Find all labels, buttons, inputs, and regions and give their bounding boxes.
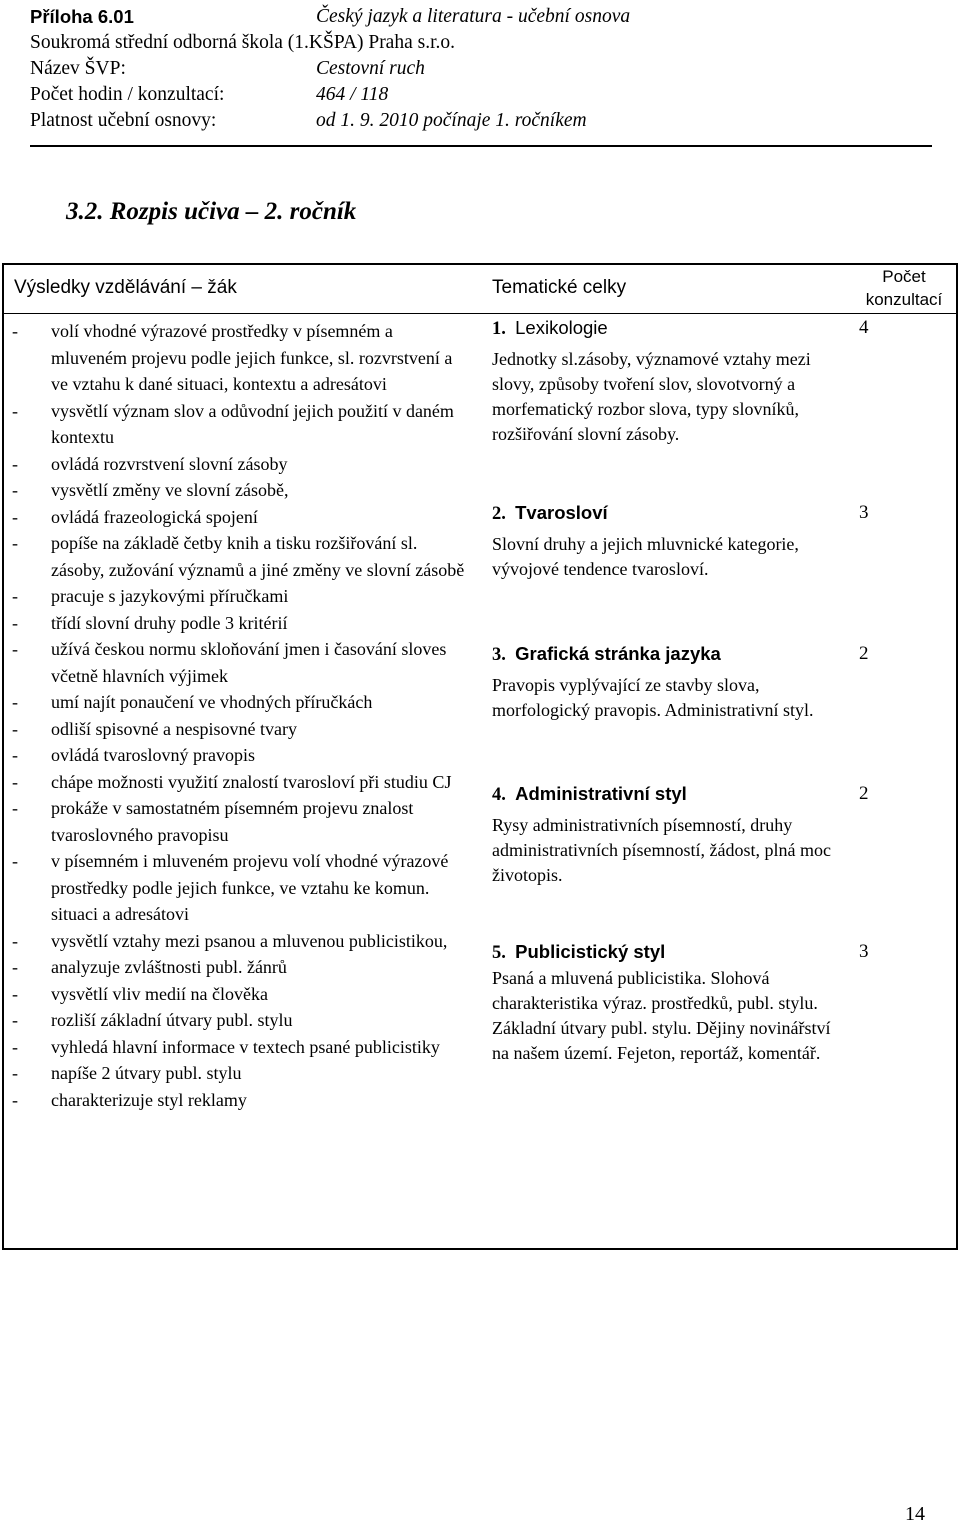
- bullet-dash: -: [12, 506, 18, 527]
- outcome-item: [10, 1087, 472, 1114]
- bullet-dash: -: [12, 718, 18, 739]
- topic-number: 1.: [492, 319, 506, 339]
- outcome-text: vysvětlí změny ve slovní zásobě,: [51, 480, 289, 500]
- bullet-dash: -: [12, 321, 18, 341]
- topic-count: 3: [859, 502, 869, 523]
- outcome-item: [10, 1007, 472, 1034]
- topic-title: Publicistický styl: [515, 941, 666, 962]
- svp-label: Název ŠVP:: [30, 58, 126, 79]
- outcome-item: [10, 451, 472, 478]
- bullet-dash: -: [12, 586, 18, 606]
- topic-title: Grafická stránka jazyka: [515, 643, 721, 664]
- page-number: 14: [905, 1503, 925, 1525]
- outcome-item: [10, 716, 472, 743]
- topic-block: [492, 643, 842, 723]
- bullet-dash: -: [12, 1063, 18, 1083]
- outcomes-list: [10, 318, 472, 1113]
- bullet-dash: -: [12, 851, 18, 871]
- outcome-item: [10, 928, 472, 955]
- outcome-item: [10, 583, 472, 610]
- topic-title: Administrativní styl: [515, 783, 687, 804]
- outcome-item: [10, 477, 472, 504]
- outcome-text: prokáže v samostatném písemném projevu znalost tvaroslovného pravopisu: [51, 798, 414, 845]
- column-header-topics: Tematické celky: [492, 277, 627, 298]
- topic-description: Slovní druhy a jejich mluvnické kategorie, vývojové tendence tvarosloví.: [492, 534, 799, 579]
- validity-label: Platnost učební osnovy:: [30, 110, 217, 131]
- outcome-item: [10, 610, 472, 637]
- outcome-item: [10, 795, 472, 848]
- outcome-item: [10, 848, 472, 928]
- outcome-text: vysvětlí význam slov a odůvodní jejich použití v daném kontextu: [51, 400, 454, 447]
- bullet-dash: -: [12, 983, 18, 1004]
- bullet-dash: -: [12, 745, 18, 765]
- topic-heading: [492, 783, 842, 806]
- outcome-item: [10, 1060, 472, 1087]
- column-header-count: Počet konzultací: [865, 267, 943, 309]
- outcome-item: [10, 530, 472, 583]
- outcome-text: ovládá frazeologická spojení: [51, 506, 258, 527]
- document-header: [30, 4, 934, 134]
- hours-label: Počet hodin / konzultací:: [30, 84, 225, 105]
- bullet-dash: -: [12, 639, 18, 659]
- bullet-dash: -: [12, 957, 18, 977]
- outcome-text: ovládá tvaroslovný pravopis: [51, 745, 255, 765]
- section-title: 3.2. Rozpis učiva – 2. ročník: [66, 198, 357, 225]
- outcome-text: v písemném i mluveném projevu volí vhodné výrazové prostředky podle jejich funkce, ve vztahu ke komun. situaci a adresátovi: [51, 851, 449, 924]
- outcome-item: [10, 742, 472, 769]
- outcome-item: [10, 504, 472, 531]
- topic-number: 3.: [492, 645, 506, 665]
- curriculum-table: [2, 263, 958, 1250]
- outcome-text: chápe možnosti využití znalostí tvarosloví při studiu CJ: [51, 771, 452, 792]
- topic-number: 2.: [492, 504, 506, 524]
- outcome-item: [10, 954, 472, 981]
- topic-block: [492, 317, 842, 447]
- outcome-item: [10, 398, 472, 451]
- outcome-text: charakterizuje styl reklamy: [51, 1089, 247, 1110]
- outcome-text: odliší spisovné a nespisovné tvary: [51, 718, 297, 739]
- topic-heading: [492, 502, 842, 525]
- bullet-dash: -: [12, 400, 18, 421]
- bullet-dash: -: [12, 453, 18, 474]
- outcome-text: volí vhodné výrazové prostředky v písemném a mluveném projevu podle jejich funkce, sl. rozvrstvení a ve vztahu k dané situaci, kontextu a adresátovi: [51, 321, 453, 394]
- header-row: [30, 4, 934, 30]
- column-header-outcomes: Výsledky vzdělávání – žák: [14, 277, 237, 298]
- topic-description: Rysy administrativních písemností, druhy administrativních písemností, žádost, plná moc životopis.: [492, 815, 831, 885]
- outcome-item: [10, 981, 472, 1008]
- topic-number: 4.: [492, 785, 506, 805]
- topic-count: 2: [859, 643, 869, 664]
- outcome-text: napíše 2 útvary publ. stylu: [51, 1063, 242, 1083]
- topic-description: Psaná a mluvená publicistika. Slohová charakteristika výraz. prostředků, publ. stylu. Základní útvary publ. stylu. Dějiny novinářství na našem území. Fejeton, reportáž, komentář.: [492, 968, 831, 1063]
- attachment-label: Příloha 6.01: [30, 6, 134, 27]
- topic-block: [492, 941, 842, 1066]
- bullet-dash: -: [12, 692, 18, 712]
- header-divider: [30, 145, 932, 147]
- outcome-text: umí najít ponaučení ve vhodných příručkách: [51, 692, 373, 712]
- outcome-text: třídí slovní druhy podle 3 kritérií: [51, 612, 288, 633]
- topic-description: Jednotky sl.zásoby, významové vztahy mezi slovy, způsoby tvoření slov, slovotvorný a morfematický rozbor slova, typy slovníků, rozšiřování slovní zásoby.: [492, 349, 811, 444]
- outcome-text: vysvětlí vliv medií na člověka: [51, 983, 268, 1004]
- header-row: [30, 108, 934, 134]
- bullet-dash: -: [12, 798, 18, 818]
- hours-value: 464 / 118: [316, 84, 389, 105]
- outcome-item: [10, 689, 472, 716]
- svp-value: Cestovní ruch: [316, 58, 425, 79]
- header-row-divider: [4, 313, 956, 314]
- outcome-item: [10, 636, 472, 689]
- bullet-dash: -: [12, 1010, 18, 1030]
- bullet-dash: -: [12, 1089, 18, 1110]
- header-row: [30, 56, 934, 82]
- outcome-text: analyzuje zvláštnosti publ. žánrů: [51, 957, 287, 977]
- header-row: [30, 30, 934, 56]
- school-name: Soukromá střední odborná škola (1.KŠPA) Praha s.r.o.: [30, 32, 456, 53]
- bullet-dash: -: [12, 612, 18, 633]
- bullet-dash: -: [12, 1036, 18, 1057]
- header-row: [30, 82, 934, 108]
- topic-block: [492, 502, 842, 582]
- topic-block: [492, 783, 842, 888]
- outcome-text: ovládá rozvrstvení slovní zásoby: [51, 453, 288, 474]
- topic-title: Tvarosloví: [515, 502, 608, 523]
- bullet-dash: -: [12, 480, 18, 500]
- outcome-text: užívá českou normu skloňování jmen i časování sloves včetně hlavních výjimek: [51, 639, 447, 686]
- outcome-text: vysvětlí vztahy mezi psanou a mluvenou publicistikou,: [51, 930, 448, 951]
- outcome-item: [10, 769, 472, 796]
- outcome-item: [10, 1034, 472, 1061]
- outcome-text: pracuje s jazykovými příručkami: [51, 586, 289, 606]
- bullet-dash: -: [12, 930, 18, 951]
- topic-count: 3: [859, 941, 869, 962]
- topic-count: 4: [859, 317, 869, 338]
- outcome-text: rozliší základní útvary publ. stylu: [51, 1010, 293, 1030]
- topic-description: Pravopis vyplývající ze stavby slova, morfologický pravopis. Administrativní styl.: [492, 675, 814, 720]
- topic-number: 5.: [492, 943, 506, 963]
- topic-heading: [492, 941, 842, 964]
- bullet-dash: -: [12, 533, 18, 553]
- topic-count: 2: [859, 783, 869, 804]
- outcome-text: vyhledá hlavní informace v textech psané publicistiky: [51, 1036, 440, 1057]
- subject-title: Český jazyk a literatura - učební osnova: [316, 6, 631, 27]
- topic-heading: [492, 317, 842, 340]
- bullet-dash: -: [12, 771, 18, 792]
- topic-title: Lexikologie: [515, 317, 608, 338]
- outcome-item: [10, 318, 472, 398]
- outcome-text: popíše na základě četby knih a tisku rozšiřování sl. zásoby, zužování významů a jiné změny ve slovní zásobě: [51, 533, 465, 580]
- validity-value: od 1. 9. 2010 počínaje 1. ročníkem: [316, 110, 587, 131]
- topic-heading: [492, 643, 842, 666]
